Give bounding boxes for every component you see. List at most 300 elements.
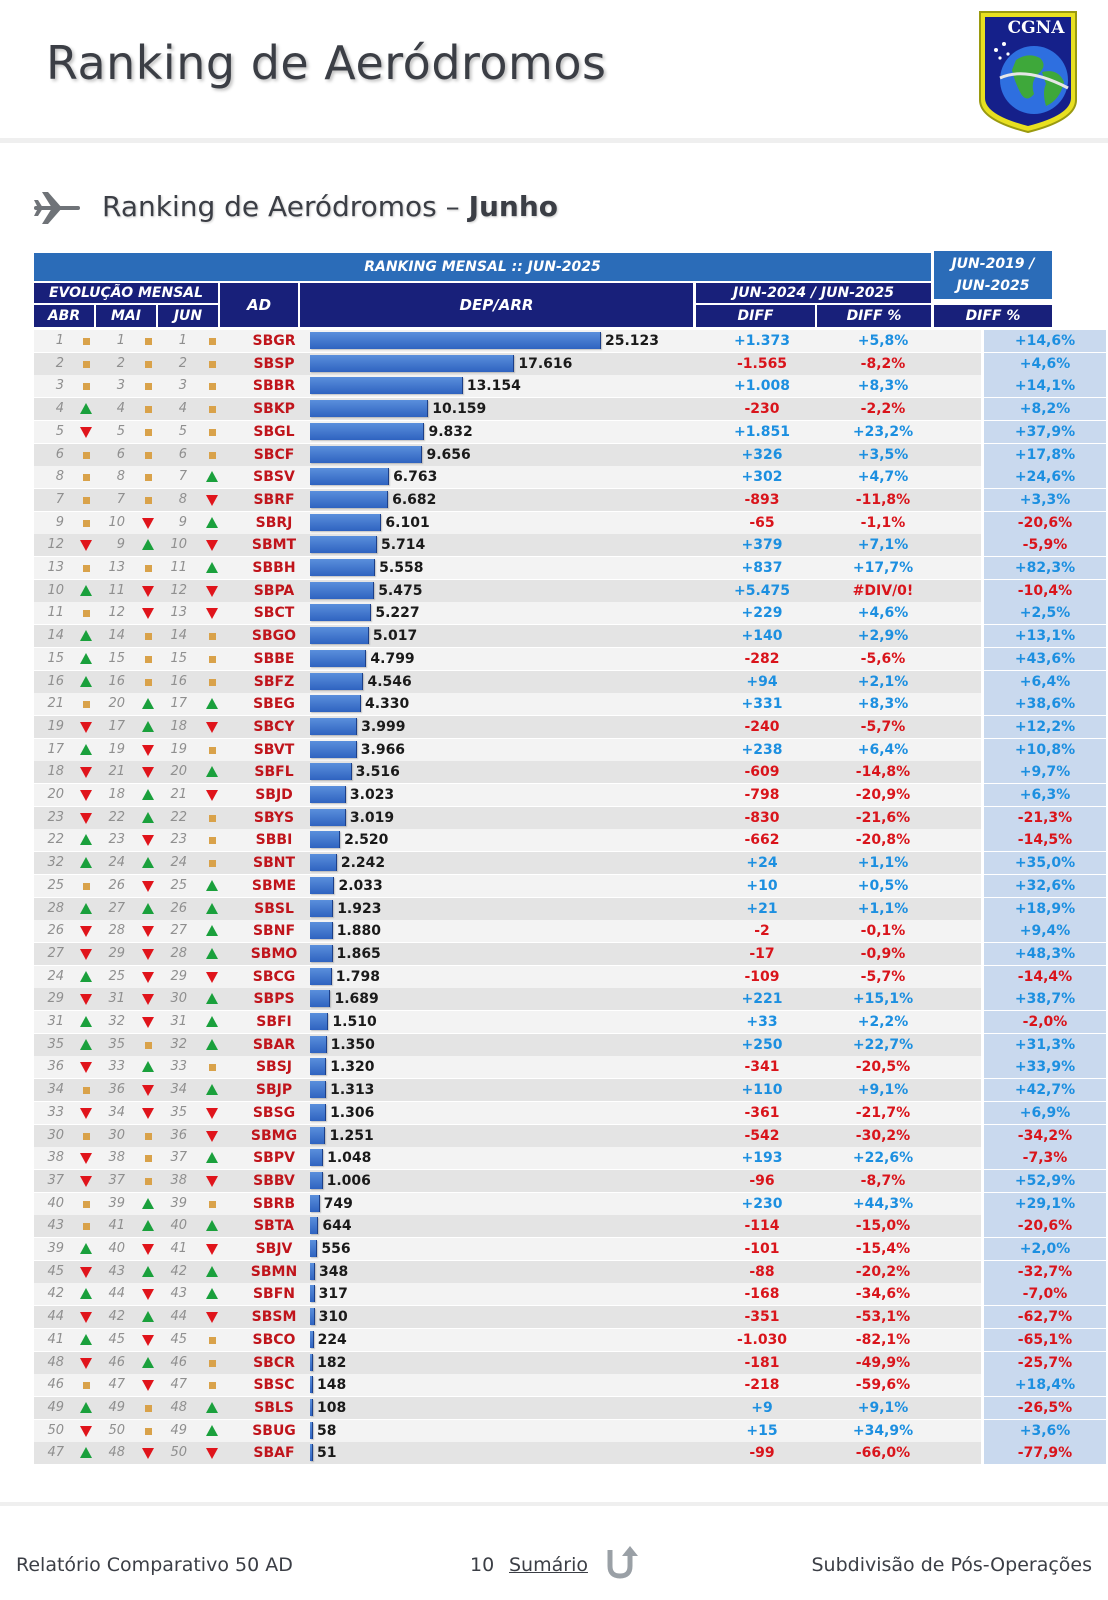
diff-value: +229 bbox=[741, 605, 783, 622]
rank-abr: 28 bbox=[47, 900, 64, 916]
deparr-value: 1.251 bbox=[329, 1127, 374, 1144]
trend-up-icon bbox=[78, 1332, 94, 1348]
diff-pct-value: -5,6% bbox=[860, 650, 906, 667]
rank-mai: 32 bbox=[108, 1014, 125, 1029]
trend-same-icon bbox=[204, 424, 220, 440]
aerodrome-code: SBCF bbox=[253, 446, 295, 463]
deparr-bar bbox=[310, 763, 352, 780]
rank-jun: 37 bbox=[170, 1150, 187, 1166]
table-row bbox=[34, 875, 1076, 898]
diff-2019-value: +14,1% bbox=[1014, 378, 1076, 395]
rank-jun: 13 bbox=[170, 605, 187, 621]
aerodrome-code: SBAF bbox=[253, 1445, 295, 1462]
trend-down-icon bbox=[140, 583, 156, 599]
diff-pct-value: -5,7% bbox=[860, 968, 906, 985]
diff-pct-value: +2,1% bbox=[857, 673, 909, 690]
table-row bbox=[34, 1011, 1076, 1034]
trend-up-icon bbox=[78, 855, 94, 871]
diff-2019-value: +2,0% bbox=[1019, 1241, 1071, 1257]
table-row bbox=[34, 1352, 1076, 1375]
rank-mai: 25 bbox=[108, 968, 125, 984]
rank-abr: 15 bbox=[47, 650, 64, 666]
trend-same-icon bbox=[204, 674, 220, 690]
table-row bbox=[34, 920, 1076, 943]
deparr-bar bbox=[310, 1331, 314, 1348]
diff-2019-value: -5,9% bbox=[1022, 537, 1068, 554]
rank-abr: 48 bbox=[47, 1354, 64, 1370]
deparr-bar bbox=[310, 741, 357, 758]
diff-2019-value: +37,9% bbox=[1014, 423, 1076, 440]
aerodrome-code: SBYS bbox=[253, 809, 295, 826]
diff-pct-value: -8,7% bbox=[860, 1172, 906, 1189]
rank-abr: 1 bbox=[55, 333, 64, 348]
table-row bbox=[34, 353, 1076, 376]
deparr-bar bbox=[310, 1422, 313, 1439]
rank-mai: 23 bbox=[108, 832, 125, 848]
diff-pct-value: +23,2% bbox=[852, 423, 914, 440]
diff-value: -109 bbox=[744, 968, 780, 985]
aerodrome-code: SBSG bbox=[252, 1104, 296, 1121]
deparr-bar bbox=[310, 1376, 313, 1393]
diff-2019-value: +8,2% bbox=[1019, 401, 1071, 418]
rank-mai: 36 bbox=[108, 1082, 125, 1098]
deparr-value: 9.656 bbox=[426, 446, 471, 463]
diff-2019-value: +12,2% bbox=[1014, 718, 1076, 735]
trend-same-icon bbox=[78, 356, 94, 372]
diff-pct-value: -20,5% bbox=[855, 1059, 911, 1076]
diff-value: -662 bbox=[744, 832, 780, 849]
trend-same-icon bbox=[78, 378, 94, 394]
rank-abr: 11 bbox=[47, 605, 64, 621]
deparr-bar bbox=[310, 582, 374, 599]
rank-mai: 10 bbox=[108, 514, 125, 530]
diff-2019-value: +18,9% bbox=[1014, 900, 1076, 917]
table-row bbox=[34, 648, 1076, 671]
rank-jun: 47 bbox=[170, 1377, 187, 1393]
diff-2019-value: -65,1% bbox=[1017, 1331, 1073, 1348]
diff-2019-value: +43,6% bbox=[1014, 650, 1076, 667]
trend-up-icon bbox=[140, 810, 156, 826]
table-row bbox=[34, 1329, 1076, 1352]
deparr-value: 2.520 bbox=[344, 832, 389, 849]
deparr-bar bbox=[310, 809, 346, 826]
trend-same-icon bbox=[140, 1400, 156, 1416]
aerodrome-code: SBCR bbox=[253, 1354, 295, 1371]
trend-same-icon bbox=[78, 1082, 94, 1098]
rank-mai: 45 bbox=[108, 1331, 125, 1347]
rank-mai: 6 bbox=[116, 446, 125, 462]
diff-pct-value: -21,6% bbox=[855, 809, 911, 826]
trend-up-icon bbox=[204, 764, 220, 780]
deparr-value: 5.714 bbox=[380, 537, 426, 554]
aerodrome-code: SBGO bbox=[251, 628, 297, 645]
rank-jun: 30 bbox=[170, 991, 187, 1007]
trend-same-icon bbox=[204, 378, 220, 394]
trend-same-icon bbox=[204, 333, 220, 349]
rank-abr: 19 bbox=[47, 718, 64, 734]
deparr-bar bbox=[310, 627, 369, 644]
diff-value: +221 bbox=[741, 991, 783, 1008]
trend-down-icon bbox=[78, 1264, 94, 1280]
diff-pct-value: -21,7% bbox=[855, 1104, 911, 1121]
diff-value: -2 bbox=[754, 923, 770, 940]
table-row bbox=[34, 512, 1076, 535]
rank-mai: 37 bbox=[108, 1172, 125, 1188]
rank-jun: 36 bbox=[170, 1127, 187, 1143]
trend-same-icon bbox=[78, 492, 94, 508]
trend-up-icon bbox=[204, 696, 220, 712]
table-row bbox=[34, 421, 1076, 444]
trend-down-icon bbox=[140, 1377, 156, 1393]
rank-abr: 31 bbox=[47, 1014, 64, 1029]
diff-value: -96 bbox=[749, 1172, 775, 1189]
trend-down-icon bbox=[204, 1128, 220, 1144]
trend-down-icon bbox=[140, 832, 156, 848]
trend-up-icon bbox=[78, 1014, 94, 1030]
deparr-value: 1.798 bbox=[335, 968, 381, 985]
trend-same-icon bbox=[204, 1196, 220, 1212]
diff-pct-value: +8,3% bbox=[857, 378, 909, 395]
trend-same-icon bbox=[204, 356, 220, 372]
diff-pct-value: +1,1% bbox=[857, 900, 909, 917]
return-arrow-icon[interactable] bbox=[604, 1544, 640, 1580]
rank-mai: 11 bbox=[108, 582, 125, 598]
table-row bbox=[34, 1374, 1076, 1397]
rank-jun: 43 bbox=[170, 1286, 187, 1302]
rank-mai: 29 bbox=[108, 945, 125, 961]
trend-down-icon bbox=[78, 1355, 94, 1371]
diff-pct-value: +17,7% bbox=[852, 560, 914, 576]
summary-link[interactable]: Sumário bbox=[509, 1554, 588, 1576]
footer-report-title: Relatório Comparativo 50 AD bbox=[16, 1554, 293, 1576]
deparr-bar bbox=[310, 446, 422, 463]
rank-jun: 41 bbox=[170, 1241, 187, 1256]
diff-2019-value: -20,6% bbox=[1017, 1218, 1073, 1235]
rank-abr: 5 bbox=[55, 423, 64, 439]
aerodrome-code: SBNT bbox=[252, 855, 296, 872]
rank-mai: 24 bbox=[108, 855, 125, 871]
rank-abr: 23 bbox=[47, 809, 64, 825]
rank-mai: 17 bbox=[108, 718, 125, 734]
rank-abr: 6 bbox=[55, 446, 64, 462]
trend-same-icon bbox=[140, 401, 156, 417]
aerodrome-code: SBMN bbox=[250, 1263, 298, 1280]
section-title bbox=[102, 190, 558, 223]
diff-value: -542 bbox=[744, 1127, 780, 1144]
deparr-bar bbox=[310, 854, 337, 871]
trend-same-icon bbox=[78, 1128, 94, 1144]
trend-down-icon bbox=[78, 719, 94, 735]
aerodrome-code: SBBR bbox=[252, 378, 296, 395]
trend-up-icon bbox=[204, 1150, 220, 1166]
evolucao-header: EVOLUÇÃO MENSAL bbox=[34, 283, 218, 303]
trend-down-icon bbox=[204, 1241, 220, 1257]
rank-mai: 46 bbox=[108, 1354, 125, 1370]
rank-abr: 8 bbox=[55, 469, 64, 485]
aerodrome-code: SBMG bbox=[250, 1127, 298, 1144]
deparr-value: 1.880 bbox=[336, 923, 381, 940]
table-row bbox=[34, 761, 1076, 784]
diff-pct-value: -49,9% bbox=[855, 1354, 911, 1371]
diff-pct-value: +1,1% bbox=[857, 855, 909, 872]
deparr-value: 9.832 bbox=[428, 423, 473, 440]
table-row bbox=[34, 1261, 1076, 1284]
diff-pct-value: -11,8% bbox=[855, 491, 911, 508]
trend-same-icon bbox=[78, 560, 94, 576]
trend-same-icon bbox=[140, 1423, 156, 1439]
rank-mai: 26 bbox=[108, 877, 125, 893]
aerodrome-code: SBPA bbox=[253, 582, 295, 599]
diff-2019-value: +3,3% bbox=[1019, 491, 1071, 508]
diff-value: +230 bbox=[741, 1195, 783, 1212]
diff-pct-value: -20,9% bbox=[855, 787, 911, 803]
rank-mai: 27 bbox=[108, 900, 125, 916]
table-row bbox=[34, 1397, 1076, 1420]
rank-abr: 16 bbox=[47, 673, 64, 689]
table-row bbox=[34, 807, 1076, 830]
diff-value: -181 bbox=[744, 1354, 780, 1371]
deparr-bar bbox=[310, 718, 357, 735]
diff-value: -1.030 bbox=[736, 1331, 788, 1348]
trend-up-icon bbox=[140, 537, 156, 553]
deparr-bar bbox=[310, 673, 363, 690]
diff-2019-value: -2,0% bbox=[1022, 1014, 1068, 1030]
trend-up-icon bbox=[78, 1400, 94, 1416]
rank-mai: 21 bbox=[108, 764, 125, 780]
diff-pct-value: +9,1% bbox=[857, 1082, 909, 1099]
deparr-value: 5.475 bbox=[378, 582, 423, 599]
trend-same-icon bbox=[204, 401, 220, 417]
diff-2019-value: +82,3% bbox=[1014, 560, 1076, 576]
trend-down-icon bbox=[78, 424, 94, 440]
trend-same-icon bbox=[140, 1150, 156, 1166]
table-row bbox=[34, 1238, 1076, 1261]
trend-up-icon bbox=[78, 583, 94, 599]
table-row bbox=[34, 625, 1076, 648]
trend-down-icon bbox=[204, 583, 220, 599]
diff-2019-value: +33,9% bbox=[1014, 1059, 1076, 1076]
trend-same-icon bbox=[140, 447, 156, 463]
diff-pct-value: +2,2% bbox=[857, 1014, 909, 1030]
rank-abr: 24 bbox=[47, 968, 64, 984]
trend-same-icon bbox=[140, 469, 156, 485]
diff-value: -282 bbox=[744, 650, 780, 667]
aerodrome-code: SBBI bbox=[255, 832, 293, 849]
diff-value: +1.373 bbox=[733, 333, 790, 349]
diff-value: +1.008 bbox=[733, 378, 790, 395]
trend-same-icon bbox=[140, 356, 156, 372]
deparr-value: 6.101 bbox=[385, 514, 430, 531]
table-row bbox=[34, 739, 1076, 762]
diff-pct-value: #DIV/0! bbox=[852, 582, 914, 599]
diff-pct-header: DIFF % bbox=[817, 305, 931, 327]
deparr-value: 17.616 bbox=[518, 355, 573, 372]
rank-abr: 13 bbox=[47, 560, 64, 575]
rank-jun: 39 bbox=[170, 1195, 187, 1211]
diff-pct-value: +3,5% bbox=[857, 446, 909, 463]
rank-jun: 29 bbox=[170, 968, 187, 984]
rank-abr: 41 bbox=[47, 1331, 64, 1347]
trend-up-icon bbox=[140, 1264, 156, 1280]
cgna-logo bbox=[976, 8, 1080, 136]
table-row bbox=[34, 444, 1076, 467]
deparr-bar bbox=[310, 1399, 313, 1416]
deparr-value: 2.033 bbox=[338, 877, 383, 894]
deparr-bar bbox=[310, 559, 375, 576]
rank-jun: 5 bbox=[178, 423, 187, 439]
rank-mai: 12 bbox=[108, 605, 125, 621]
deparr-value: 749 bbox=[323, 1195, 353, 1212]
table-row bbox=[34, 966, 1076, 989]
table-row bbox=[34, 330, 1076, 353]
table-row bbox=[34, 852, 1076, 875]
rank-abr: 44 bbox=[47, 1309, 64, 1325]
rank-jun: 4 bbox=[178, 401, 187, 417]
aerodrome-code: SBSJ bbox=[255, 1059, 293, 1076]
rank-mai: 22 bbox=[108, 809, 125, 825]
trend-up-icon bbox=[78, 401, 94, 417]
deparr-value: 5.227 bbox=[375, 605, 420, 622]
trend-up-icon bbox=[204, 878, 220, 894]
trend-down-icon bbox=[204, 787, 220, 803]
diff-2019-value: +17,8% bbox=[1014, 446, 1076, 463]
aerodrome-code: SBCO bbox=[252, 1331, 296, 1348]
diff-pct-value: +8,3% bbox=[857, 696, 909, 713]
rank-jun: 2 bbox=[178, 355, 187, 371]
rank-jun: 23 bbox=[170, 832, 187, 848]
diff-2019-value: +29,1% bbox=[1014, 1195, 1076, 1212]
diff-value: +326 bbox=[741, 446, 783, 463]
diff-2019-value: +32,6% bbox=[1014, 877, 1076, 894]
trend-same-icon bbox=[140, 1037, 156, 1053]
diff-value: +21 bbox=[746, 900, 778, 917]
trend-down-icon bbox=[140, 605, 156, 621]
diff-value: +24 bbox=[746, 855, 778, 872]
diff-2019-value: -14,4% bbox=[1017, 968, 1073, 985]
section-title-month: Junho bbox=[468, 190, 559, 223]
trend-same-icon bbox=[78, 605, 94, 621]
trend-same-icon bbox=[204, 832, 220, 848]
diff-value: +140 bbox=[741, 628, 783, 645]
deparr-bar bbox=[310, 400, 428, 417]
diff-value: +331 bbox=[741, 696, 783, 713]
diff-pct-value: -34,6% bbox=[855, 1286, 911, 1303]
rank-abr: 4 bbox=[55, 401, 64, 417]
trend-down-icon bbox=[204, 605, 220, 621]
diff-value: +1.851 bbox=[733, 423, 790, 440]
rank-jun: 14 bbox=[170, 628, 187, 644]
trend-up-icon bbox=[140, 1355, 156, 1371]
rank-mai: 20 bbox=[108, 696, 125, 712]
rank-mai: 43 bbox=[108, 1263, 125, 1279]
diff-value: -798 bbox=[744, 787, 780, 803]
table-row bbox=[34, 1442, 1076, 1465]
deparr-bar bbox=[310, 1240, 317, 1257]
rank-abr: 22 bbox=[47, 832, 64, 848]
diff-2019-value: +6,9% bbox=[1019, 1104, 1071, 1121]
diff-value: +33 bbox=[746, 1014, 778, 1030]
diff-value: -830 bbox=[744, 809, 780, 826]
deparr-bar bbox=[310, 1036, 327, 1053]
aerodrome-code: SBFI bbox=[256, 1014, 292, 1030]
trend-up-icon bbox=[78, 1445, 94, 1461]
rank-mai: 38 bbox=[108, 1150, 125, 1166]
deparr-bar bbox=[310, 1081, 326, 1098]
diff-2019-value: +35,0% bbox=[1014, 855, 1076, 872]
rank-abr: 27 bbox=[47, 945, 64, 961]
rank-abr: 17 bbox=[47, 741, 64, 757]
rank-jun: 24 bbox=[170, 855, 187, 871]
deparr-bar bbox=[310, 1308, 315, 1325]
table-row bbox=[34, 375, 1076, 398]
rank-abr: 47 bbox=[47, 1445, 64, 1461]
trend-down-icon bbox=[140, 1286, 156, 1302]
trend-up-icon bbox=[78, 674, 94, 690]
trend-down-icon bbox=[204, 1105, 220, 1121]
diff-2019-value: +9,4% bbox=[1019, 923, 1071, 940]
rank-abr: 9 bbox=[55, 514, 64, 530]
rank-abr: 30 bbox=[47, 1127, 64, 1143]
diff-pct-value: +4,7% bbox=[857, 469, 909, 486]
rank-jun: 38 bbox=[170, 1172, 187, 1188]
deparr-value: 3.023 bbox=[349, 787, 395, 803]
diff-2019-value: +6,4% bbox=[1019, 673, 1071, 690]
trend-up-icon bbox=[140, 1218, 156, 1234]
deparr-value: 51 bbox=[317, 1445, 337, 1462]
diff-2019-value: -26,5% bbox=[1017, 1399, 1073, 1416]
rank-jun: 28 bbox=[170, 945, 187, 961]
diff-value: +250 bbox=[741, 1036, 783, 1053]
rank-jun: 49 bbox=[170, 1422, 187, 1438]
rank-abr: 49 bbox=[47, 1399, 64, 1415]
deparr-bar bbox=[310, 536, 377, 553]
aerodrome-code: SBJP bbox=[255, 1082, 293, 1099]
aerodrome-code: SBFN bbox=[252, 1286, 296, 1303]
aerodrome-code: SBRB bbox=[252, 1195, 296, 1212]
trend-up-icon bbox=[78, 628, 94, 644]
trend-same-icon bbox=[204, 1377, 220, 1393]
trend-up-icon bbox=[204, 1037, 220, 1053]
trend-down-icon bbox=[204, 969, 220, 985]
table-row bbox=[34, 1056, 1076, 1079]
diff-pct-value: +5,8% bbox=[857, 333, 909, 349]
diff-pct-value: +4,6% bbox=[857, 605, 909, 622]
diff-pct-value: +44,3% bbox=[852, 1195, 914, 1212]
rank-mai: 16 bbox=[108, 673, 125, 689]
aerodrome-code: SBSC bbox=[253, 1377, 295, 1394]
deparr-bar bbox=[310, 514, 381, 531]
rank-mai: 1 bbox=[116, 333, 125, 348]
rank-abr: 39 bbox=[47, 1241, 64, 1256]
rank-abr: 20 bbox=[47, 787, 64, 802]
table-row bbox=[34, 1147, 1076, 1170]
diff-2019-value: +3,6% bbox=[1019, 1422, 1071, 1439]
rank-abr: 50 bbox=[47, 1422, 64, 1438]
trend-up-icon bbox=[140, 719, 156, 735]
trend-same-icon bbox=[78, 1196, 94, 1212]
trend-same-icon bbox=[140, 378, 156, 394]
deparr-value: 644 bbox=[322, 1218, 352, 1235]
diff-2019-value: -20,6% bbox=[1017, 514, 1073, 531]
trend-down-icon bbox=[204, 1309, 220, 1325]
diff-value: -101 bbox=[744, 1241, 780, 1257]
trend-same-icon bbox=[204, 810, 220, 826]
trend-up-icon bbox=[140, 787, 156, 803]
diff-value: -230 bbox=[744, 401, 780, 418]
rank-mai: 18 bbox=[108, 787, 125, 802]
trend-down-icon bbox=[204, 537, 220, 553]
deparr-value: 3.019 bbox=[349, 809, 395, 826]
